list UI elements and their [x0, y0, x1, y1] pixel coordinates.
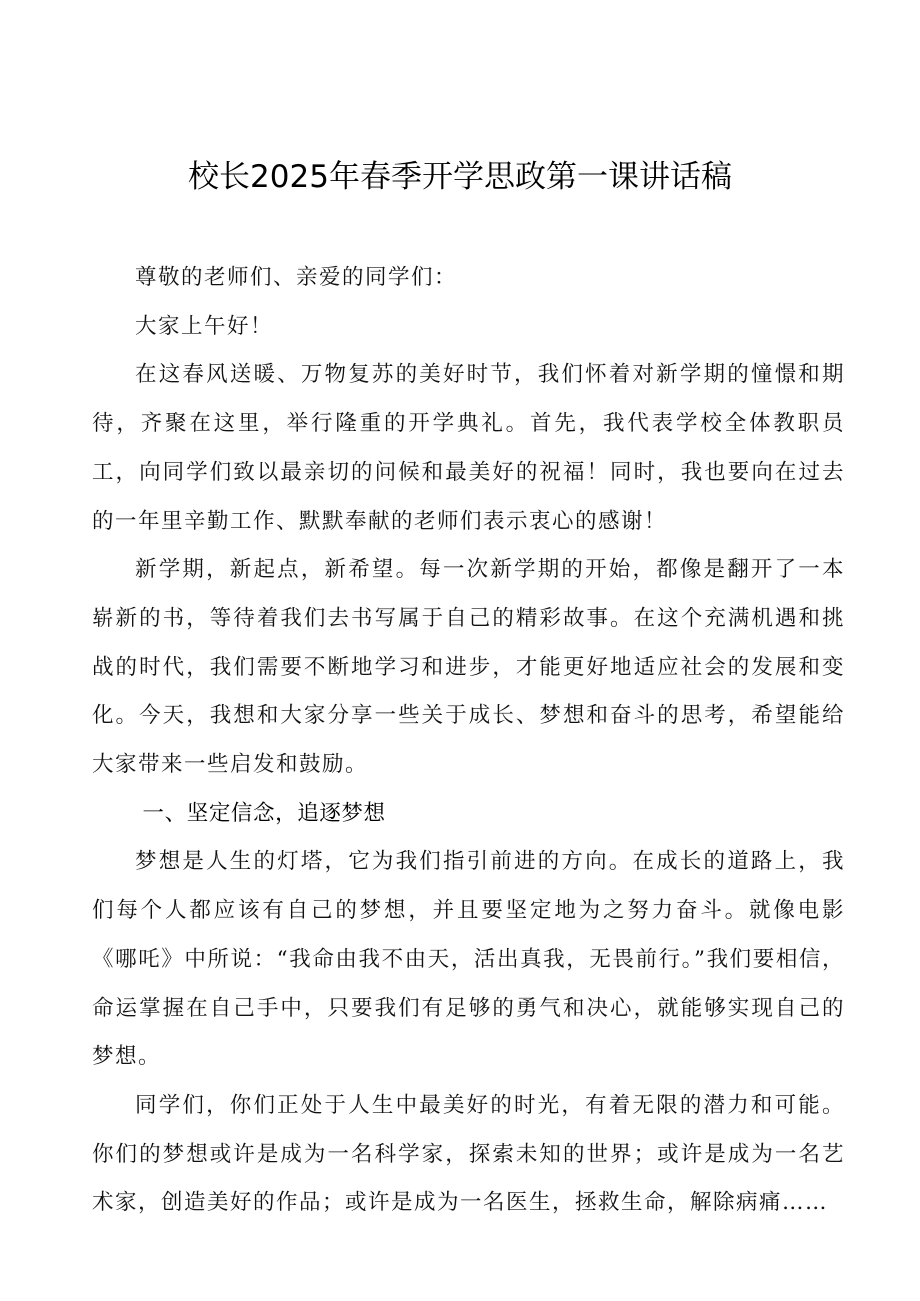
section-heading: 一、坚定信念，追逐梦想	[142, 800, 386, 826]
paragraph-students: 同学们，你们正处于人生中最美好的时光，有着无限的潜力和可能。你们的梦想或许是成为一名科学家，探索未知的世界；或许是成为一名艺术家，创造美好的作品；或许是成为一名医生，拯救生命，解除病痛……	[92, 1092, 845, 1216]
salutation: 大家上午好！	[135, 313, 274, 339]
paragraph-new-semester: 新学期，新起点，新希望。每一次新学期的开始，都像是翻开了一本崭新的书，等待着我们去书写属于自己的精彩故事。在这个充满机遇和挑战的时代，我们需要不断地学习和进步，才能更好地适应社会的发展和变化。今天，我想和大家分享一些关于成长、梦想和奋斗的思考，希望能给大家带来一些启发和鼓励。	[92, 557, 845, 778]
document-title: 校长2025年春季开学思政第一课讲话稿	[188, 159, 732, 195]
document-body	[92, 254, 845, 1228]
greeting: 尊敬的老师们、亲爱的同学们：	[135, 265, 458, 290]
paragraph-opening: 在这春风送暖、万物复苏的美好时节，我们怀着对新学期的憧憬和期待，齐聚在这里，举行隆重的开学典礼。首先，我代表学校全体教职员工，向同学们致以最亲切的问候和最美好的祝福！同时，我也要向在过去的一年里辛勤工作、默默奉献的老师们表示衷心的感谢！	[92, 362, 845, 534]
paragraph-dream: 梦想是人生的灯塔，它为我们指引前进的方向。在成长的道路上，我们每个人都应该有自己的梦想，并且要坚定地为之努力奋斗。就像电影《哪吒》中所说：“我命由我不由天，活出真我，无畏前行。”我们要相信，命运掌握在自己手中，只要我们有足够的勇气和决心，就能够实现自己的梦想。	[92, 849, 845, 1070]
